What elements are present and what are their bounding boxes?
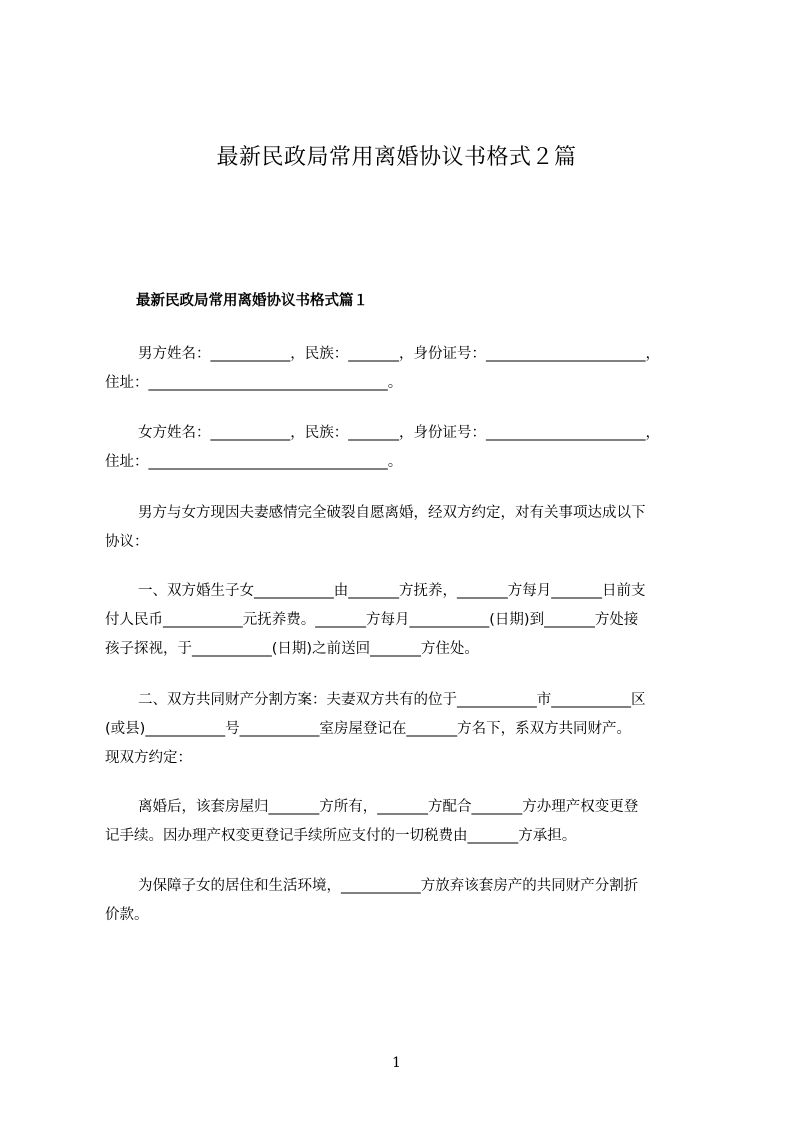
paragraph-line: 为保障子女的居住和生活环境，___________方放弃该套房产的共同财产分割折 [138,878,639,894]
paragraph-line: 女方姓名：___________，民族：_______，身份证号：______________________， [138,425,660,441]
paragraph-line: 住址：_________________________________。 [105,454,403,470]
paragraph-line: 男方姓名：___________，民族：_______，身份证号：______________________， [138,346,660,362]
section-heading: 最新民政局常用离婚协议书格式篇１ [136,293,368,309]
paragraph-male-party-info [105,340,703,398]
paragraph-line: 现双方约定： [105,750,192,766]
paragraph-line: 记手续。因办理产权变更登记手续所应支付的一切税费由_______方承担。 [105,828,577,844]
paragraph-house-ownership [105,793,703,851]
paragraph-line: 男方与女方现因夫妻感情完全破裂自愿离婚，经双方约定，对有关事项达成以下 [138,505,646,521]
paragraph-line: (或县)___________号___________室房屋登记在_______方名下，系双方共同财产。 [105,721,632,737]
paragraph-property-division [105,686,703,773]
paragraph-line: 协议： [105,534,149,550]
page-number: 1 [392,1055,401,1071]
paragraph-female-party-info [105,419,703,477]
paragraph-line: 二、双方共同财产分割方案：夫妻双方共有的位于___________市___________区 [138,692,646,708]
document-title: 最新民政局常用离婚协议书格式２篇 [216,145,577,170]
paragraph-line: 付人民币___________元抚养费。_______方每月___________(日期)到_______方处接 [105,612,639,628]
paragraph-children-housing [105,872,703,930]
paragraph-line: 价款。 [105,907,149,923]
paragraph-line: 住址：_________________________________。 [105,375,403,391]
paragraph-line: 一、双方婚生子女___________由_______方抚养，_______方每月_______日前支 [138,583,646,599]
paragraph-agreement-intro [105,499,703,557]
paragraph-child-custody [105,577,703,664]
paragraph-line: 离婚后，该套房屋归_______方所有，_______方配合_______方办理产权变更登 [138,799,639,815]
paragraph-line: 孩子探视，于___________(日期)之前送回_______方住处。 [105,641,479,657]
